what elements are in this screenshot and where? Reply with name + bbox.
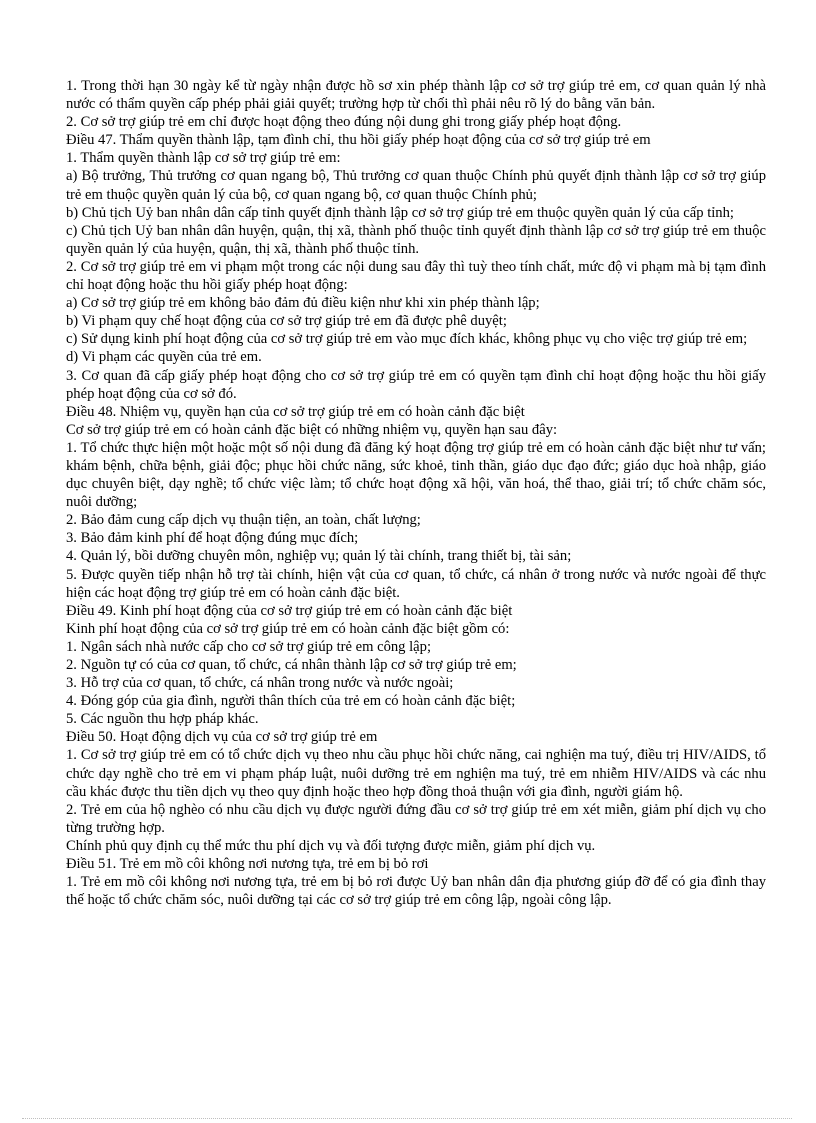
paragraph: Kinh phí hoạt động của cơ sở trợ giúp trẻ em có hoàn cảnh đặc biệt gồm có:: [66, 620, 510, 637]
paragraph: 2. Nguồn tự có của cơ quan, tổ chức, cá nhân thành lập cơ sở trợ giúp trẻ em;: [66, 657, 517, 673]
paragraph: 2. Bảo đảm cung cấp dịch vụ thuận tiện, an toàn, chất lượng;: [66, 512, 421, 529]
article-heading: Điều 50. Hoạt động dịch vụ của cơ sở trợ giúp trẻ em: [66, 729, 378, 746]
paragraph: Chính phủ quy định cụ thể mức thu phí dịch vụ và đối tượng được miễn, giảm phí dịch vụ.: [66, 837, 596, 854]
paragraph: 3. Bảo đảm kinh phí để hoạt động đúng mục đích;: [66, 530, 359, 547]
paragraph: 4. Đóng góp của gia đình, người thân thích của trẻ em có hoàn cảnh đặc biệt;: [66, 693, 516, 710]
paragraph: 1. Trong thời hạn 30 ngày kể từ ngày nhận được hồ sơ xin phép thành lập cơ sở trợ giúp trẻ em, cơ quan quản lý nhà nước có thẩm quyền cấp phép phải giải quyết; trường hợp từ chối thì phải nêu rõ lý do bằng văn bản.: [66, 78, 766, 113]
document-body: [66, 77, 766, 909]
paragraph: 1. Thẩm quyền thành lập cơ sở trợ giúp trẻ em:: [66, 150, 341, 167]
footer-divider: [22, 1118, 792, 1119]
paragraph: b) Chủ tịch Uỷ ban nhân dân cấp tỉnh quyết định thành lập cơ sở trợ giúp trẻ em thuộc quyền quản lý của cấp tỉnh;: [66, 204, 734, 221]
paragraph: 1. Ngân sách nhà nước cấp cho cơ sở trợ giúp trẻ em công lập;: [66, 638, 432, 655]
paragraph: c) Sử dụng kinh phí hoạt động của cơ sở trợ giúp trẻ em vào mục đích khác, không phục vụ cho việc trợ giúp trẻ em;: [66, 331, 748, 348]
paragraph: 2. Cơ sở trợ giúp trẻ em chỉ được hoạt động theo đúng nội dung ghi trong giấy phép hoạt động.: [66, 114, 622, 131]
paragraph: 3. Cơ quan đã cấp giấy phép hoạt động cho cơ sở trợ giúp trẻ em có quyền tạm đình chỉ hoạt động hoặc thu hồi giấy phép hoạt động của cơ sở đó.: [66, 367, 766, 402]
paragraph: b) Vi phạm quy chế hoạt động của cơ sở trợ giúp trẻ em đã được phê duyệt;: [66, 313, 507, 330]
paragraph: 5. Các nguồn thu hợp pháp khác.: [66, 711, 259, 728]
paragraph: 5. Được quyền tiếp nhận hỗ trợ tài chính, hiện vật của cơ quan, tổ chức, cá nhân ở trong nước và nước ngoài để thực hiện các hoạt động trợ giúp trẻ em có hoàn cảnh đặc biệt.: [66, 566, 766, 601]
paragraph: 1. Tổ chức thực hiện một hoặc một số nội dung đã đăng ký hoạt động trợ giúp trẻ em có hoàn cảnh đặc biệt như tư vấn; khám bệnh, chữa bệnh, giải độc; phục hồi chức năng, sức khoẻ, tinh thần, giáo dục đạo đức; giáo dục hoà nhập, giáo dục chuyên biệt, dạy nghề; tổ chức việc làm; tổ chức hoạt động xã hội, văn hoá, thể thao, giải trí; tổ chức chăm sóc, nuôi dưỡng;: [66, 439, 766, 511]
article-heading: Điều 51. Trẻ em mồ côi không nơi nương tựa, trẻ em bị bỏ rơi: [66, 856, 429, 873]
article-heading: Điều 48. Nhiệm vụ, quyền hạn của cơ sở trợ giúp trẻ em có hoàn cảnh đặc biệt: [66, 403, 525, 420]
paragraph: 1. Cơ sở trợ giúp trẻ em có tổ chức dịch vụ theo nhu cầu phục hồi chức năng, cai nghiện ma tuý, điều trị HIV/AIDS, tổ chức dạy nghề cho trẻ em vi phạm pháp luật, nuôi dưỡng trẻ em nghiện ma tuý, trẻ em nhiễm HIV/AIDS và các nhu cầu khác được thu tiền dịch vụ theo quy định hoặc theo hợp đồng thoả thuận với gia đình, người giám hộ.: [66, 747, 766, 800]
paragraph: 1. Trẻ em mồ côi không nơi nương tựa, trẻ em bị bỏ rơi được Uỷ ban nhân dân địa phương giúp đỡ để có gia đình thay thế hoặc tổ chức chăm sóc, nuôi dưỡng tại các cơ sở trợ giúp trẻ em công lập, ngoài công lập.: [66, 874, 766, 909]
paragraph: 3. Hỗ trợ của cơ quan, tổ chức, cá nhân trong nước và nước ngoài;: [66, 675, 454, 692]
paragraph: Cơ sở trợ giúp trẻ em có hoàn cảnh đặc biệt có những nhiệm vụ, quyền hạn sau đây:: [66, 421, 558, 438]
article-heading: Điều 49. Kinh phí hoạt động của cơ sở trợ giúp trẻ em có hoàn cảnh đặc biệt: [66, 602, 513, 619]
paragraph: c) Chủ tịch Uỷ ban nhân dân huyện, quận, thị xã, thành phố thuộc tỉnh quyết định thành lập cơ sở trợ giúp trẻ em thuộc quyền quản lý của huyện, quận, thị xã, thành phố thuộc tỉnh.: [66, 222, 766, 257]
paragraph: d) Vi phạm các quyền của trẻ em.: [66, 349, 262, 366]
paragraph: a) Bộ trưởng, Thủ trưởng cơ quan ngang bộ, Thủ trưởng cơ quan thuộc Chính phủ quyết định thành lập cơ sở trợ giúp trẻ em thuộc quyền quản lý của bộ, cơ quan ngang bộ, cơ quan thuộc Chính phủ;: [66, 168, 766, 203]
paragraph: 2. Trẻ em của hộ nghèo có nhu cầu dịch vụ được người đứng đầu cơ sở trợ giúp trẻ em xét miễn, giảm phí dịch vụ cho từng trường hợp.: [66, 801, 766, 836]
paragraph: 2. Cơ sở trợ giúp trẻ em vi phạm một trong các nội dung sau đây thì tuỳ theo tính chất, mức độ vi phạm mà bị tạm đình chỉ hoạt động hoặc thu hồi giấy phép hoạt động:: [66, 258, 766, 294]
paragraph: 4. Quản lý, bồi dưỡng chuyên môn, nghiệp vụ; quản lý tài chính, trang thiết bị, tài sản;: [66, 548, 572, 565]
article-heading: Điều 47. Thẩm quyền thành lập, tạm đình chỉ, thu hồi giấy phép hoạt động của cơ sở trợ giúp trẻ em: [66, 132, 651, 149]
paragraph: a) Cơ sở trợ giúp trẻ em không bảo đảm đủ điều kiện như khi xin phép thành lập;: [66, 295, 540, 312]
